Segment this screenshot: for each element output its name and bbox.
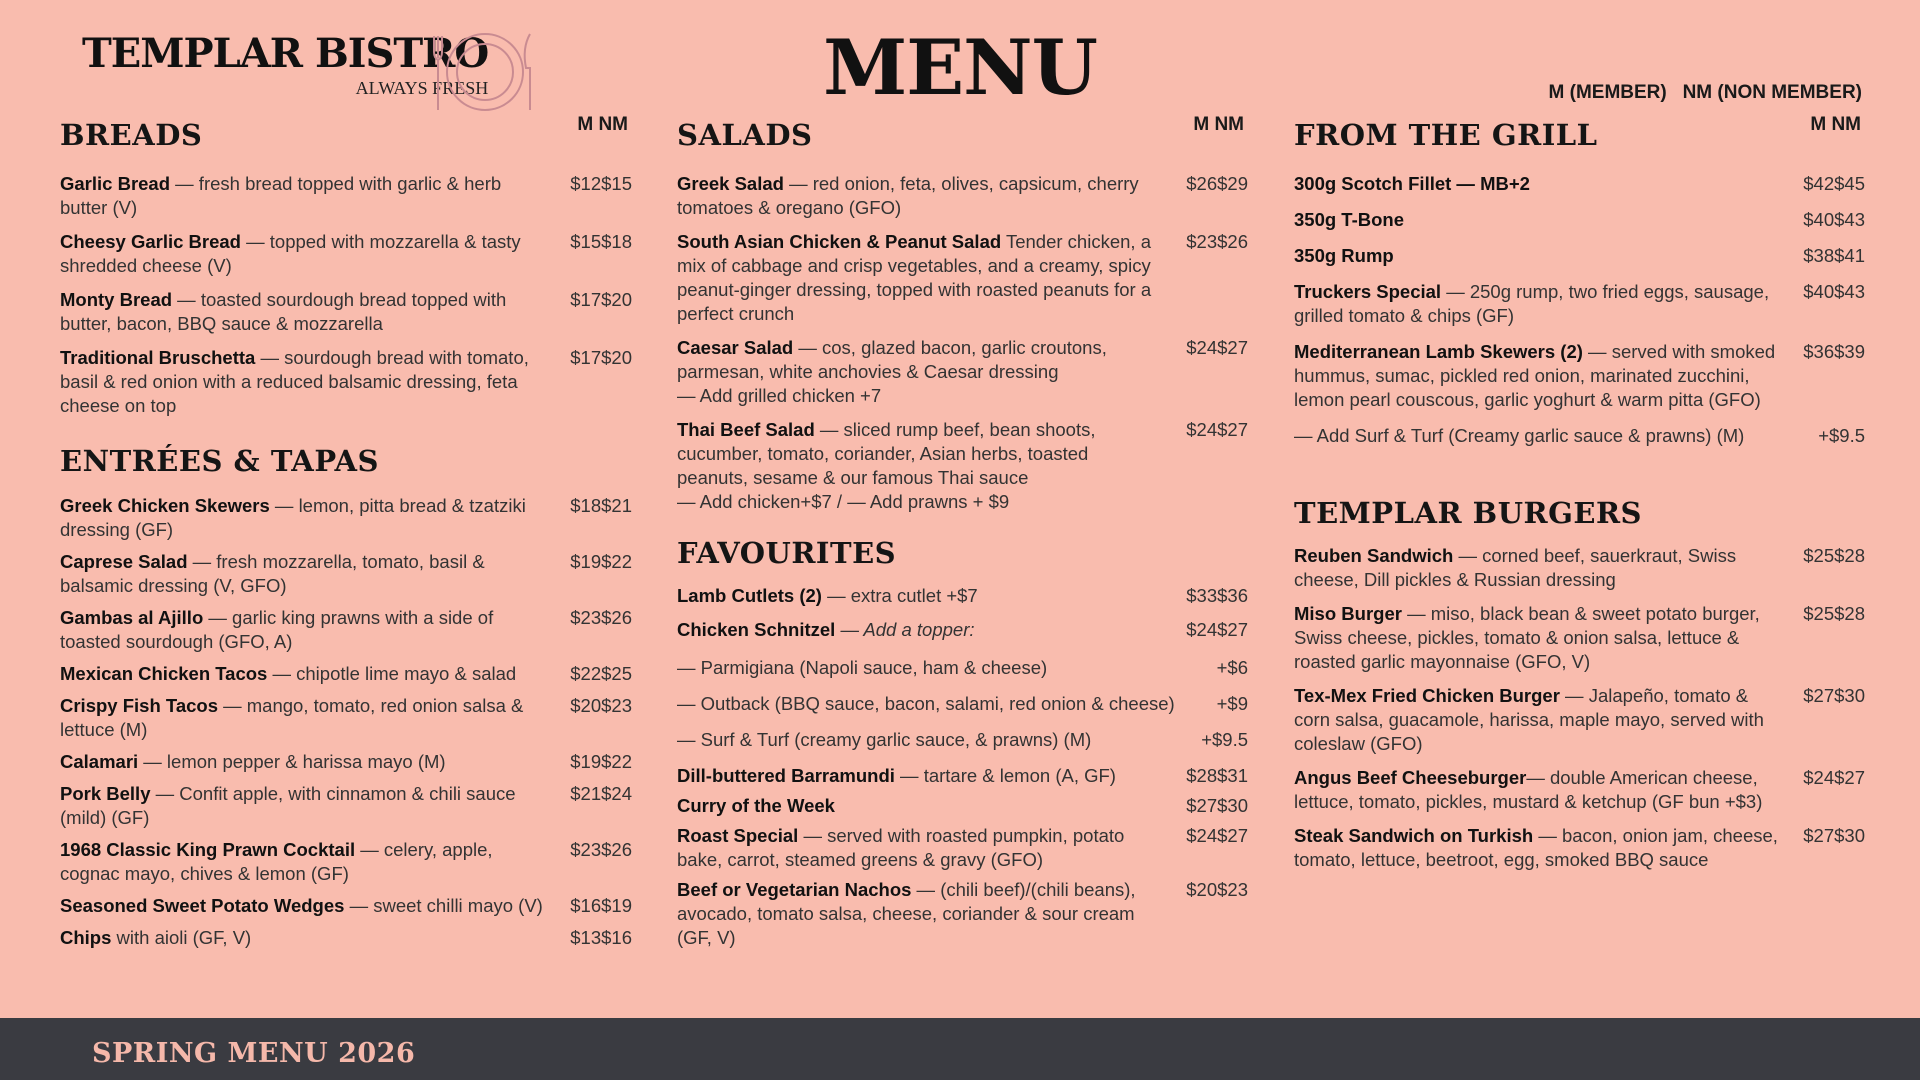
addon-price: +$9.5 bbox=[1818, 425, 1865, 446]
item-name: Angus Beef Cheeseburger bbox=[1294, 767, 1527, 788]
menu-item bbox=[60, 494, 632, 542]
item-desc: — tartare & lemon (A, GF) bbox=[894, 765, 1116, 786]
item-price: $27$30 bbox=[1803, 825, 1865, 846]
item-price: $27$30 bbox=[1803, 685, 1865, 706]
topper-text: — Surf & Turf (creamy garlic sauce, & prawns) (M) bbox=[677, 729, 1092, 750]
menu-item bbox=[677, 336, 1248, 408]
section-title: SALADS bbox=[677, 118, 813, 152]
item-price: $25$28 bbox=[1803, 545, 1865, 566]
item-name: Mexican Chicken Tacos bbox=[60, 663, 268, 684]
menu-item bbox=[1294, 684, 1865, 756]
item-desc: — sweet chilli mayo (V) bbox=[344, 895, 543, 916]
item-name: Steak Sandwich on Turkish bbox=[1294, 825, 1534, 846]
item-price: $20$23 bbox=[1186, 879, 1248, 900]
item-name: Chicken Schnitzel bbox=[677, 619, 836, 640]
menu-item bbox=[1294, 208, 1865, 232]
section-favourites-header bbox=[677, 528, 1248, 578]
menu-item bbox=[1294, 340, 1865, 412]
item-name: 350g T-Bone bbox=[1294, 209, 1404, 230]
topper-price: +$6 bbox=[1216, 657, 1248, 678]
item-price: $24$27 bbox=[1186, 619, 1248, 640]
item-desc: — Confit apple, with cinnamon & chili sauce (mild) (GF) bbox=[60, 783, 516, 828]
grill-addon bbox=[1294, 424, 1865, 448]
item-addon: — Add grilled chicken +7 bbox=[677, 385, 882, 406]
item-desc: — fresh mozzarella, tomato, basil & balsamic dressing (V, GFO) bbox=[60, 551, 485, 596]
item-desc: — sourdough bread with tomato, basil & red onion with a reduced balsamic dressing, feta cheese on top bbox=[60, 347, 529, 416]
item-name: Caprese Salad bbox=[60, 551, 188, 572]
section-burgers-header bbox=[1294, 488, 1865, 538]
menu-item bbox=[60, 550, 632, 598]
item-price: $16$19 bbox=[570, 895, 632, 916]
column-middle bbox=[677, 110, 1248, 956]
item-price: $21$24 bbox=[570, 783, 632, 804]
price-columns-label: M NM bbox=[577, 114, 628, 135]
item-name: Cheesy Garlic Bread bbox=[60, 231, 241, 252]
item-name: Caesar Salad bbox=[677, 337, 794, 358]
footer-title: SPRING MENU 2026 bbox=[92, 1038, 416, 1069]
item-price: $23$26 bbox=[1186, 231, 1248, 252]
topper-option bbox=[677, 656, 1248, 680]
item-desc: — miso, black bean & sweet potato burger, Swiss cheese, pickles, tomato & onion salsa, lettuce & roasted garlic mayonnaise (GFO, V) bbox=[1294, 603, 1760, 672]
item-price: $18$21 bbox=[570, 495, 632, 516]
item-desc: — lemon pepper & harissa mayo (M) bbox=[138, 751, 446, 772]
menu-item bbox=[1294, 824, 1865, 872]
item-price: $42$45 bbox=[1803, 173, 1865, 194]
item-desc: — cos, glazed bacon, garlic croutons, parmesan, white anchovies & Caesar dressing bbox=[677, 337, 1107, 382]
toppers-list bbox=[677, 656, 1248, 752]
item-price: $19$22 bbox=[570, 751, 632, 772]
item-name: Thai Beef Salad bbox=[677, 419, 815, 440]
favourites-list bbox=[677, 584, 1248, 950]
item-name: Miso Burger bbox=[1294, 603, 1402, 624]
menu-item bbox=[60, 606, 632, 654]
menu-item bbox=[60, 894, 632, 918]
brand-name: TEMPLAR BISTRO bbox=[82, 30, 489, 77]
menu-title: MENU bbox=[823, 23, 1097, 112]
item-name: 300g Scotch Fillet — MB+2 bbox=[1294, 173, 1530, 194]
menu-item bbox=[1294, 172, 1865, 196]
item-desc: — sliced rump beef, bean shoots, cucumber, tomato, coriander, Asian herbs, toasted peanuts, sesame & our famous Thai sauce bbox=[677, 419, 1096, 488]
item-price: $23$26 bbox=[570, 607, 632, 628]
item-name: Truckers Special bbox=[1294, 281, 1442, 302]
menu-item bbox=[677, 584, 1248, 608]
menu-item bbox=[1294, 602, 1865, 674]
menu-item bbox=[60, 230, 632, 278]
item-name: 1968 Classic King Prawn Cocktail bbox=[60, 839, 356, 860]
entrees-list bbox=[60, 494, 632, 950]
section-title: ENTRÉES & TAPAS bbox=[60, 444, 379, 478]
item-name: Pork Belly bbox=[60, 783, 151, 804]
item-name: Curry of the Week bbox=[677, 795, 835, 816]
item-desc: — lemon, pitta bread & tzatziki dressing (GF) bbox=[60, 495, 526, 540]
item-desc: — chipotle lime mayo & salad bbox=[267, 663, 517, 684]
item-price: $25$28 bbox=[1803, 603, 1865, 624]
item-desc: — bacon, onion jam, cheese, tomato, lettuce, beetroot, egg, smoked BBQ sauce bbox=[1294, 825, 1778, 870]
item-name: Mediterranean Lamb Skewers (2) bbox=[1294, 341, 1583, 362]
item-price: $24$27 bbox=[1186, 825, 1248, 846]
menu-item bbox=[60, 782, 632, 830]
item-price: $28$31 bbox=[1186, 765, 1248, 786]
section-salads-header bbox=[677, 110, 1248, 160]
menu-item bbox=[60, 288, 632, 336]
topper-text: — Parmigiana (Napoli sauce, ham & cheese) bbox=[677, 657, 1048, 678]
item-name: Traditional Bruschetta bbox=[60, 347, 256, 368]
section-title: BREADS bbox=[60, 118, 203, 152]
item-desc: — served with smoked hummus, sumac, pickled red onion, marinated zucchini, lemon pearl couscous, garlic yoghurt & warm pitta (GFO) bbox=[1294, 341, 1776, 410]
item-name: South Asian Chicken & Peanut Salad bbox=[677, 231, 1002, 252]
menu-item bbox=[677, 418, 1248, 514]
item-price: $17$20 bbox=[570, 347, 632, 368]
column-right bbox=[1294, 110, 1865, 882]
menu-item bbox=[677, 764, 1248, 788]
item-price: $24$27 bbox=[1186, 419, 1248, 440]
item-desc: with aioli (GF, V) bbox=[111, 927, 252, 948]
menu-item bbox=[1294, 544, 1865, 592]
section-entrees-header bbox=[60, 436, 632, 486]
item-price: $12$15 bbox=[570, 173, 632, 194]
price-columns-label: M NM bbox=[1810, 114, 1861, 135]
topper-option bbox=[677, 728, 1248, 752]
item-name: Reuben Sandwich bbox=[1294, 545, 1454, 566]
item-desc: — (chili beef)/(chili beans), avocado, tomato salsa, cheese, coriander & sour cream (GF, V) bbox=[677, 879, 1136, 948]
menu-item bbox=[677, 878, 1248, 950]
item-name: Greek Chicken Skewers bbox=[60, 495, 270, 516]
item-price: $27$30 bbox=[1186, 795, 1248, 816]
section-title: FROM THE GRILL bbox=[1294, 118, 1598, 152]
item-desc: — extra cutlet +$7 bbox=[821, 585, 978, 606]
menu-item bbox=[677, 172, 1248, 220]
item-price: $23$26 bbox=[570, 839, 632, 860]
item-price: $40$43 bbox=[1803, 281, 1865, 302]
item-desc: — corned beef, sauerkraut, Swiss cheese, Dill pickles & Russian dressing bbox=[1294, 545, 1737, 590]
item-price: $13$16 bbox=[570, 927, 632, 948]
item-desc: — topped with mozzarella & tasty shredded cheese (V) bbox=[60, 231, 521, 276]
item-name: Calamari bbox=[60, 751, 139, 772]
salads-list bbox=[677, 172, 1248, 514]
menu-item bbox=[60, 172, 632, 220]
menu-item bbox=[1294, 280, 1865, 328]
item-desc: — garlic king prawns with a side of toasted sourdough (GFO, A) bbox=[60, 607, 494, 652]
menu-item bbox=[60, 926, 632, 950]
menu-item bbox=[60, 750, 632, 774]
item-name: Gambas al Ajillo bbox=[60, 607, 204, 628]
item-name: 350g Rump bbox=[1294, 245, 1394, 266]
item-name: Chips bbox=[60, 927, 112, 948]
item-name: Monty Bread bbox=[60, 289, 173, 310]
item-desc: — mango, tomato, red onion salsa & lettuce (M) bbox=[60, 695, 524, 740]
menu-item bbox=[677, 794, 1248, 818]
favourites-items bbox=[677, 764, 1248, 950]
price-columns-label: M NM bbox=[1193, 114, 1244, 135]
item-name: Crispy Fish Tacos bbox=[60, 695, 218, 716]
menu-item bbox=[60, 838, 632, 886]
item-desc: — celery, apple, cognac mayo, chives & lemon (GF) bbox=[60, 839, 493, 884]
item-price: $40$43 bbox=[1803, 209, 1865, 230]
item-price: $38$41 bbox=[1803, 245, 1865, 266]
item-price: $20$23 bbox=[570, 695, 632, 716]
item-price: $24$27 bbox=[1186, 337, 1248, 358]
item-name: Seasoned Sweet Potato Wedges bbox=[60, 895, 345, 916]
section-title: FAVOURITES bbox=[677, 536, 897, 570]
topper-price: +$9.5 bbox=[1201, 729, 1248, 750]
grill-list bbox=[1294, 172, 1865, 412]
column-left bbox=[60, 110, 632, 958]
topper-price: +$9 bbox=[1216, 693, 1248, 714]
item-addon: — Add chicken+$7 / — Add prawns + $9 bbox=[677, 491, 1010, 512]
topper-text: — Outback (BBQ sauce, bacon, salami, red onion & cheese) bbox=[677, 693, 1175, 714]
item-desc: — double American cheese, lettuce, tomato, pickles, mustard & ketchup (GF bun +$3) bbox=[1294, 767, 1763, 812]
brand-tagline: ALWAYS FRESH bbox=[355, 78, 489, 98]
item-price: $17$20 bbox=[570, 289, 632, 310]
burgers-list bbox=[1294, 544, 1865, 872]
item-desc: — Jalapeño, tomato & corn salsa, guacamole, harissa, maple mayo, served with coleslaw (GFO) bbox=[1294, 685, 1764, 754]
item-desc: — fresh bread topped with garlic & herb butter (V) bbox=[60, 173, 502, 218]
item-desc: Tender chicken, a mix of cabbage and crisp vegetables, and a creamy, spicy peanut-ginger dressing, topped with roasted peanuts for a perfect crunch bbox=[677, 231, 1152, 324]
topper-option bbox=[677, 692, 1248, 716]
item-price: $36$39 bbox=[1803, 341, 1865, 362]
item-name: Garlic Bread bbox=[60, 173, 171, 194]
item-price: $15$18 bbox=[570, 231, 632, 252]
item-desc: — red onion, feta, olives, capsicum, cherry tomatoes & oregano (GFO) bbox=[677, 173, 1139, 218]
menu-item bbox=[60, 662, 632, 686]
item-name: Lamb Cutlets (2) bbox=[677, 585, 822, 606]
menu-item bbox=[60, 346, 632, 418]
item-price: $26$29 bbox=[1186, 173, 1248, 194]
item-desc: — Add a topper: bbox=[835, 619, 975, 640]
price-legend: M (MEMBER) NM (NON MEMBER) bbox=[1548, 82, 1862, 103]
item-desc: — toasted sourdough bread topped with butter, bacon, BBQ sauce & mozzarella bbox=[60, 289, 507, 334]
item-name: Dill-buttered Barramundi bbox=[677, 765, 895, 786]
item-desc: — served with roasted pumpkin, potato bake, carrot, steamed greens & gravy (GFO) bbox=[677, 825, 1125, 870]
item-price: $24$27 bbox=[1803, 767, 1865, 788]
menu-item bbox=[1294, 766, 1865, 814]
menu-item bbox=[60, 694, 632, 742]
menu-item bbox=[677, 824, 1248, 872]
section-grill-header bbox=[1294, 110, 1865, 160]
item-price: $33$36 bbox=[1186, 585, 1248, 606]
addon-text: — Add Surf & Turf (Creamy garlic sauce & prawns) (M) bbox=[1294, 425, 1745, 446]
item-name: Greek Salad bbox=[677, 173, 784, 194]
item-name: Tex-Mex Fried Chicken Burger bbox=[1294, 685, 1560, 706]
item-price: $19$22 bbox=[570, 551, 632, 572]
menu-item bbox=[1294, 244, 1865, 268]
menu-item bbox=[677, 618, 1248, 642]
item-name: Roast Special bbox=[677, 825, 799, 846]
section-breads-header bbox=[60, 110, 632, 160]
breads-list bbox=[60, 172, 632, 418]
item-price: $22$25 bbox=[570, 663, 632, 684]
item-name: Beef or Vegetarian Nachos bbox=[677, 879, 912, 900]
item-desc: — 250g rump, two fried eggs, sausage, grilled tomato & chips (GF) bbox=[1294, 281, 1770, 326]
menu-item bbox=[677, 230, 1248, 326]
footer-bar bbox=[0, 1018, 1920, 1080]
section-title: TEMPLAR BURGERS bbox=[1294, 496, 1642, 530]
